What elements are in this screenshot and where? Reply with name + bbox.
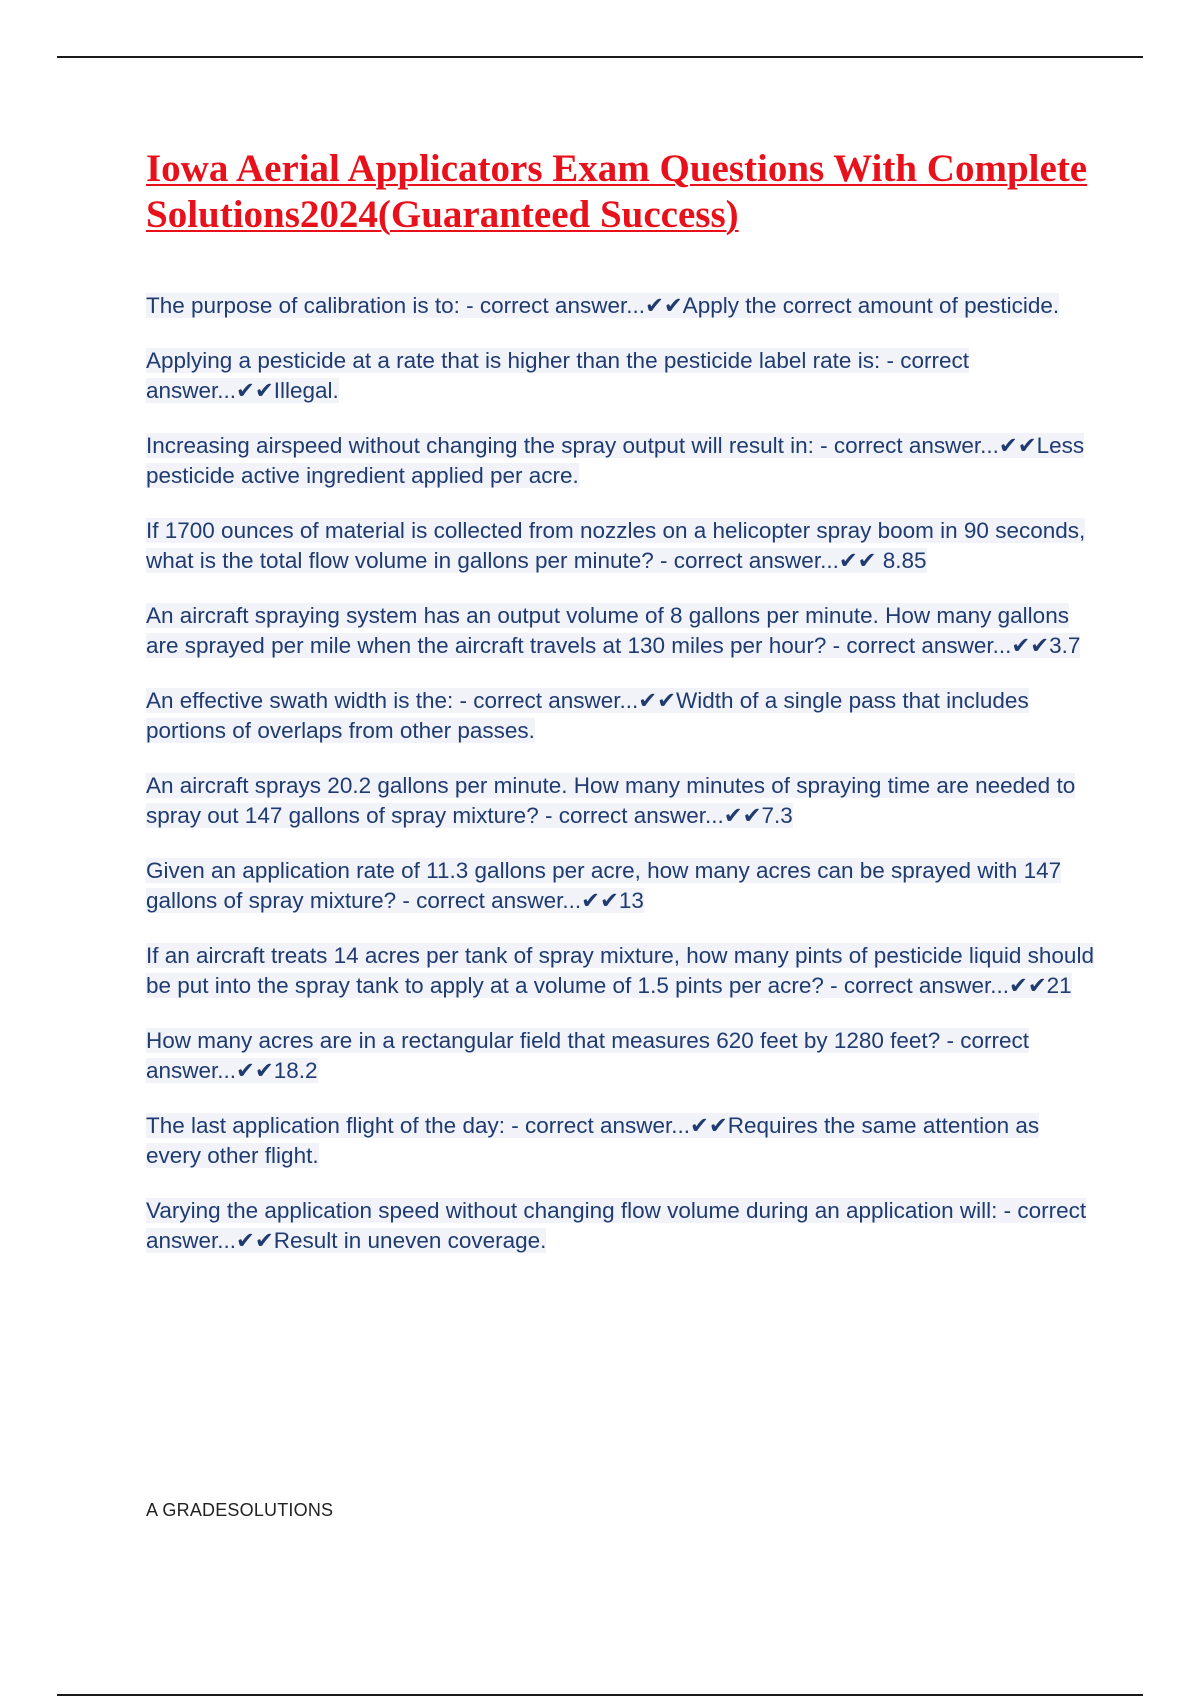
qa-text: Applying a pesticide at a rate that is higher than the pesticide label rate is: - correct answer...✔✔Illegal. bbox=[146, 348, 969, 403]
document-title: Iowa Aerial Applicators Exam Questions With Complete Solutions2024(Guaranteed Success) bbox=[146, 147, 1088, 236]
qa-text: The purpose of calibration is to: - correct answer...✔✔Apply the correct amount of pesticide. bbox=[146, 293, 1060, 318]
qa-item bbox=[146, 431, 1096, 491]
qa-item bbox=[146, 941, 1096, 1001]
qa-item bbox=[146, 1111, 1096, 1171]
qa-text: Increasing airspeed without changing the spray output will result in: - correct answer...✔✔Less pesticide active ingredient applied per acre. bbox=[146, 433, 1085, 488]
qa-item bbox=[146, 601, 1096, 661]
qa-item bbox=[146, 1026, 1096, 1086]
qa-text: If an aircraft treats 14 acres per tank of spray mixture, how many pints of pesticide liquid should be put into the spray tank to apply at a volume of 1.5 pints per acre? - correct answer...✔✔21 bbox=[146, 943, 1094, 998]
qa-item bbox=[146, 686, 1096, 746]
qa-item bbox=[146, 516, 1096, 576]
qa-text: Varying the application speed without changing flow volume during an application will: - correct answer...✔✔Result in uneven coverage. bbox=[146, 1198, 1087, 1253]
qa-list bbox=[146, 291, 1096, 1281]
qa-text: If 1700 ounces of material is collected from nozzles on a helicopter spray boom in 90 seconds, what is the total flow volume in gallons per minute? - correct answer...✔✔ 8.85 bbox=[146, 518, 1086, 573]
qa-text: An aircraft spraying system has an output volume of 8 gallons per minute. How many gallons are sprayed per mile when the aircraft travels at 130 miles per hour? - correct answer...✔✔3.7 bbox=[146, 603, 1081, 658]
qa-text: An effective swath width is the: - correct answer...✔✔Width of a single pass that includes portions of overlaps from other passes. bbox=[146, 688, 1029, 743]
qa-item bbox=[146, 346, 1096, 406]
bottom-rule bbox=[57, 1694, 1143, 1696]
qa-item bbox=[146, 291, 1096, 321]
qa-text: How many acres are in a rectangular field that measures 620 feet by 1280 feet? - correct answer...✔✔18.2 bbox=[146, 1028, 1029, 1083]
footer-brand: A GRADESOLUTIONS bbox=[146, 1500, 334, 1520]
qa-text: The last application flight of the day: - correct answer...✔✔Requires the same attention as every other flight. bbox=[146, 1113, 1040, 1168]
qa-item bbox=[146, 856, 1096, 916]
qa-item bbox=[146, 1196, 1096, 1256]
qa-item bbox=[146, 771, 1096, 831]
top-rule bbox=[57, 56, 1143, 58]
qa-text: Given an application rate of 11.3 gallons per acre, how many acres can be sprayed with 147 gallons of spray mixture? - correct answer...✔✔13 bbox=[146, 858, 1062, 913]
qa-text: An aircraft sprays 20.2 gallons per minute. How many minutes of spraying time are needed to spray out 147 gallons of spray mixture? - correct answer...✔✔7.3 bbox=[146, 773, 1076, 828]
